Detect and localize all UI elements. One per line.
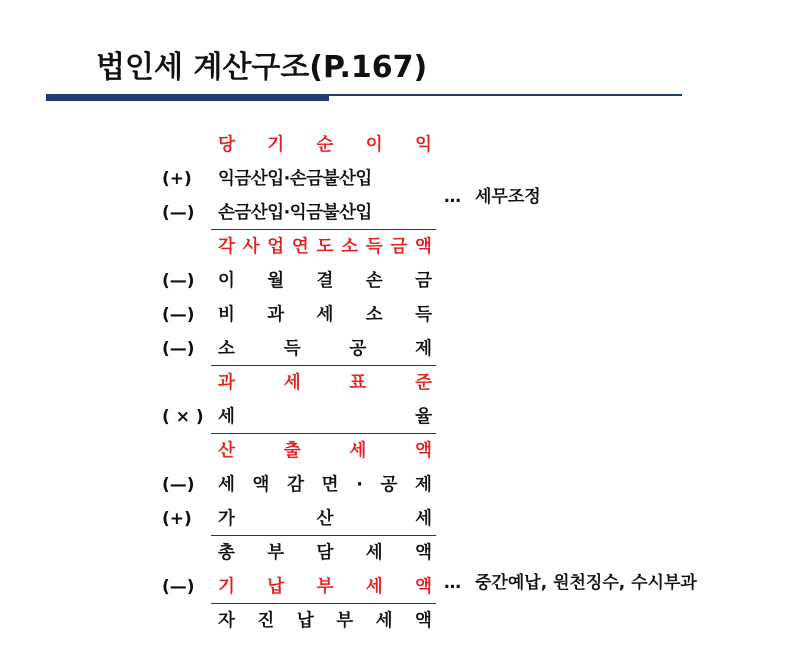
term-label	[218, 604, 432, 638]
structure-row	[0, 502, 800, 536]
operator-label: (—)	[162, 203, 195, 223]
term-label	[218, 468, 432, 502]
page-title: 법인세 계산구조(P.167)	[96, 50, 428, 85]
term-char: 제	[415, 475, 432, 495]
term-label	[218, 162, 432, 196]
term-char: 세	[218, 407, 235, 427]
term-char: 납	[267, 577, 285, 597]
ellipsis: …	[444, 187, 461, 207]
structure-row	[0, 298, 800, 332]
term-char: 공	[349, 339, 367, 359]
term-char: 도	[316, 237, 334, 257]
term-char: 부	[316, 577, 334, 597]
term-label	[218, 298, 432, 332]
term-char: 표	[349, 373, 367, 393]
note-text: 중간예납, 원천징수, 수시부과	[475, 573, 697, 593]
structure-row	[0, 400, 800, 434]
term-label	[218, 536, 432, 570]
term-label	[218, 128, 432, 162]
term-char: 월	[267, 271, 285, 291]
term-char: 자	[218, 611, 235, 631]
structure-row	[0, 366, 800, 400]
term-char: 소	[218, 339, 235, 359]
term-char: 업	[267, 237, 285, 257]
term-char: 사	[242, 237, 260, 257]
term-char: 출	[283, 441, 301, 461]
term-char: 기	[218, 577, 235, 597]
term-char: 금	[390, 237, 408, 257]
term-label	[218, 230, 432, 264]
term-char: 비	[218, 305, 235, 325]
term-char: 세	[218, 475, 235, 495]
structure-row	[0, 162, 800, 196]
note-text: 세무조정	[475, 187, 541, 207]
term-label	[218, 366, 432, 400]
term-char: 세	[375, 611, 393, 631]
term-char: 손	[365, 271, 383, 291]
term-char: 액	[415, 237, 432, 257]
term-char: 과	[218, 373, 235, 393]
term-char: 액	[415, 441, 432, 461]
term-char: 세	[349, 441, 367, 461]
term-char: 이	[218, 271, 235, 291]
structure-row	[0, 264, 800, 298]
operator-label: (+)	[162, 509, 192, 529]
term-char: 순	[316, 135, 334, 155]
term-char: 액	[415, 611, 432, 631]
term-char: 소	[341, 237, 359, 257]
term-label	[218, 400, 432, 434]
note-tax-adjustment	[444, 182, 541, 207]
operator-label: ( × )	[162, 407, 204, 427]
note-prepaid-tax	[444, 568, 697, 593]
term-char: 납	[296, 611, 314, 631]
structure-row	[0, 128, 800, 162]
term-label	[218, 502, 432, 536]
term-char: 공	[380, 475, 398, 495]
term-char: 소	[365, 305, 383, 325]
term-char: 면	[321, 475, 339, 495]
term-char: 세	[283, 373, 301, 393]
operator-label: (—)	[162, 305, 195, 325]
structure-row	[0, 196, 800, 230]
term-char: 각	[218, 237, 235, 257]
term-char: 세	[316, 305, 334, 325]
structure-row	[0, 604, 800, 638]
operator-label: (—)	[162, 339, 195, 359]
term-char: 연	[291, 237, 309, 257]
term-char: 당	[218, 135, 235, 155]
structure-row	[0, 468, 800, 502]
operator-label: (+)	[162, 169, 192, 189]
term-char: ·	[356, 475, 363, 495]
structure-row	[0, 434, 800, 468]
term-char: 세	[365, 543, 383, 563]
term-char: 제	[415, 339, 432, 359]
term-char: 진	[257, 611, 275, 631]
term-char: 득	[283, 339, 301, 359]
term-char: 담	[316, 543, 334, 563]
term-char: 세	[415, 509, 432, 529]
term-label	[218, 434, 432, 468]
term-label	[218, 570, 432, 604]
structure-row	[0, 536, 800, 570]
term-char: 율	[415, 407, 432, 427]
term-label	[218, 264, 432, 298]
term-char: 액	[415, 577, 432, 597]
term-char: 득	[365, 237, 383, 257]
term-char: 산	[316, 509, 334, 529]
term-char: 부	[336, 611, 354, 631]
term-char: 이	[365, 135, 383, 155]
term-char: 과	[267, 305, 285, 325]
term-char: 액	[252, 475, 270, 495]
term-char: 액	[415, 543, 432, 563]
term-label	[218, 332, 432, 366]
term-label	[218, 196, 432, 230]
term-char: 준	[415, 373, 432, 393]
structure-row	[0, 230, 800, 264]
ellipsis: …	[444, 573, 461, 593]
term-char: 가	[218, 509, 235, 529]
title-underline-thick	[46, 94, 329, 101]
term-char: 감	[287, 475, 304, 495]
term-char: 부	[267, 543, 285, 563]
operator-label: (—)	[162, 271, 195, 291]
term-char: 산	[218, 441, 235, 461]
operator-label: (—)	[162, 475, 195, 495]
term-char: 기	[267, 135, 285, 155]
structure-row	[0, 332, 800, 366]
term-char: 익	[415, 135, 432, 155]
operator-label: (—)	[162, 577, 195, 597]
term-char: 결	[316, 271, 334, 291]
term-char: 금	[415, 271, 432, 291]
term-char: 득	[415, 305, 432, 325]
term-char: 세	[365, 577, 383, 597]
term-char: 총	[218, 543, 235, 563]
term-char: 익금산입·손금불산입	[218, 169, 372, 189]
term-char: 손금산입·익금불산입	[218, 203, 372, 223]
